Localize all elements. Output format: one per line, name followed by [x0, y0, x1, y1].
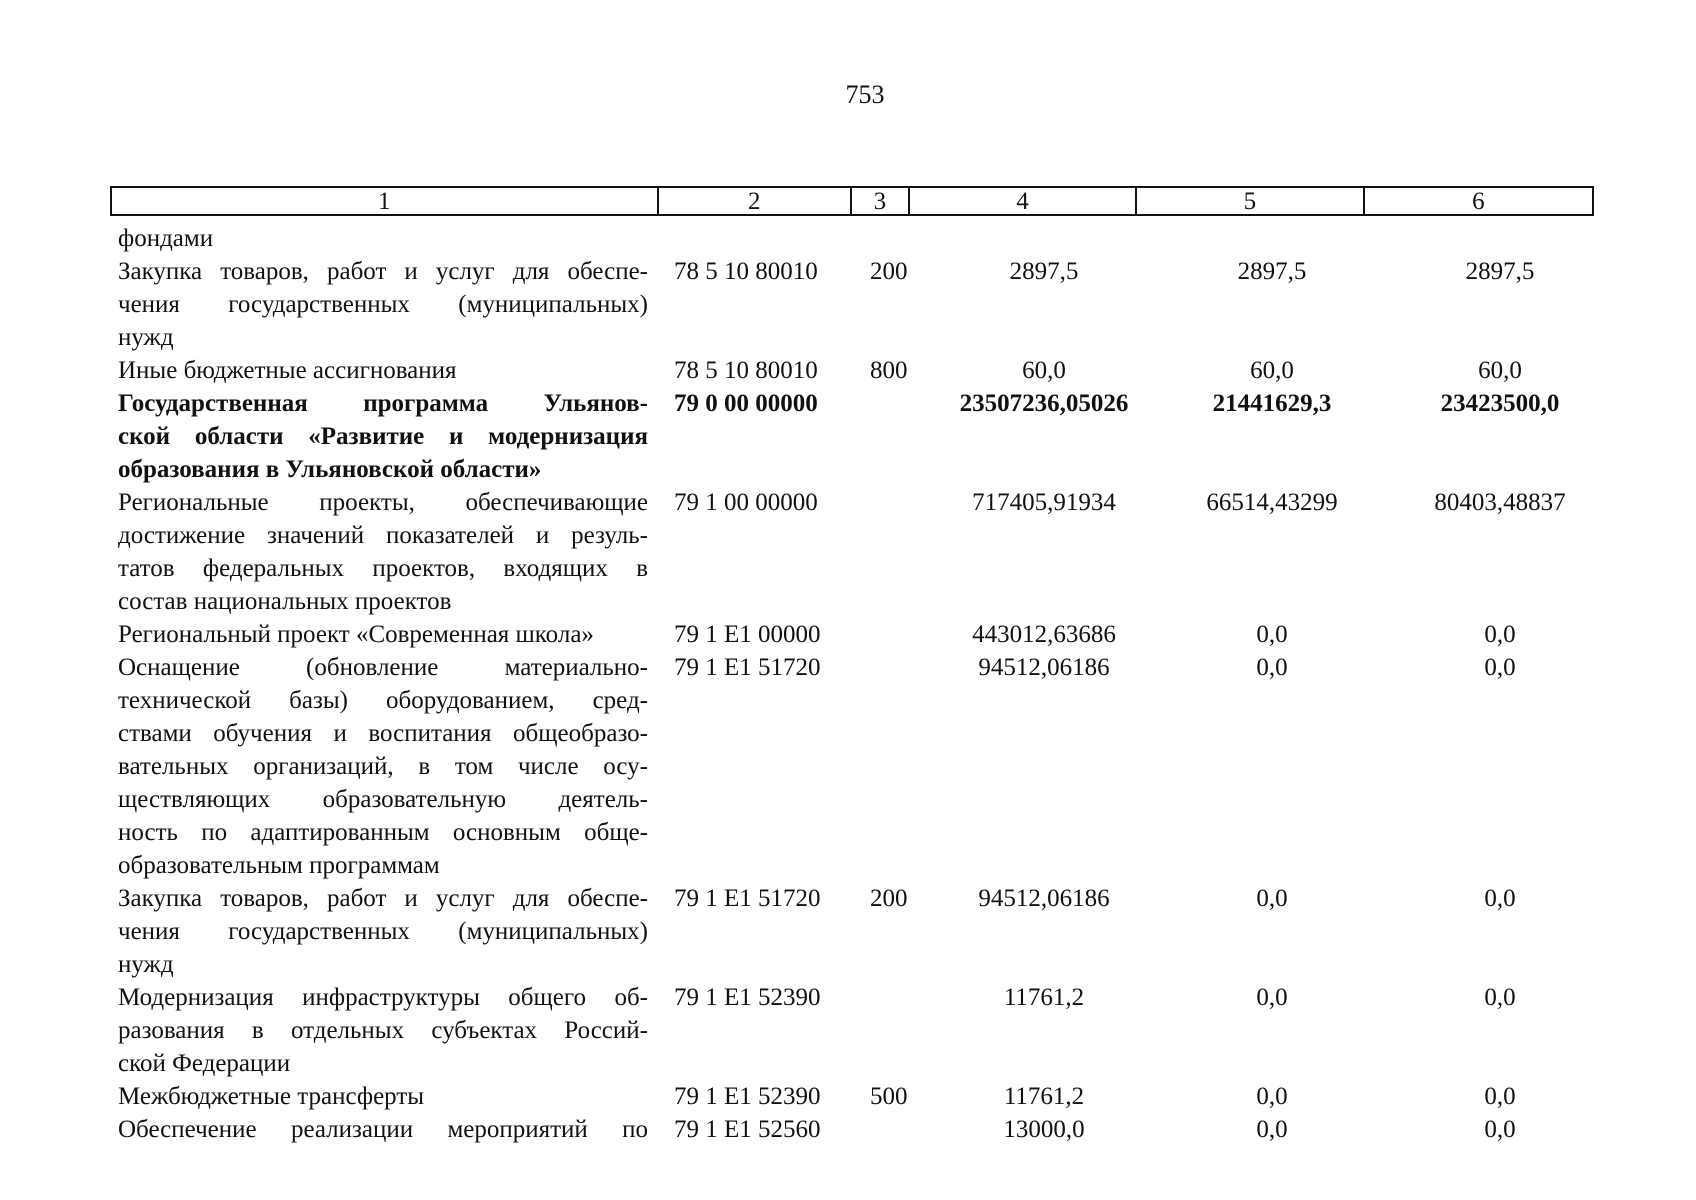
row-code: 78 5 10 80010 [674, 258, 818, 285]
row-value-col6: 2897,5 [1465, 258, 1535, 285]
row-value-col4: 443012,63686 [972, 621, 1116, 648]
row-value-col6: 0,0 [1484, 654, 1516, 681]
row-expense-type: 200 [870, 258, 908, 285]
header-col-6: 6 [1472, 188, 1485, 215]
row-description [118, 651, 648, 882]
description-line: чения государственных (муниципальных) [118, 918, 648, 945]
description-line: технической базы) оборудованием, сред- [118, 687, 648, 714]
header-col-5: 5 [1137, 188, 1364, 214]
description-line: состав национальных проектов [118, 588, 452, 615]
header-col-1: 1 [112, 188, 659, 214]
description-line: чения государственных (муниципальных) [118, 291, 648, 318]
row-description [118, 387, 648, 486]
row-value-col5: 0,0 [1256, 654, 1288, 681]
description-line: ской области «Развитие и модернизация [118, 423, 648, 450]
description-line: Закупка товаров, работ и услуг для обеспе- [118, 258, 648, 285]
table-header [110, 186, 1594, 216]
description-line: нужд [118, 324, 174, 351]
row-value-col6: 0,0 [1484, 984, 1516, 1011]
header-col-3: 3 [852, 188, 910, 214]
row-code: 79 1 E1 52560 [674, 1116, 821, 1143]
row-value-col5: 0,0 [1256, 1116, 1288, 1143]
row-description [118, 222, 648, 255]
description-line: ской Федерации [118, 1050, 291, 1077]
description-line: Оснащение (обновление материально- [118, 654, 648, 681]
row-value-col4: 11761,2 [1003, 984, 1085, 1011]
description-line: ществляющих образовательную деятель- [118, 786, 648, 813]
description-line: Региональные проекты, обеспечивающие [118, 489, 648, 516]
row-code: 79 0 00 00000 [674, 390, 818, 417]
description-line: вательных организаций, в том числе осу- [118, 753, 648, 780]
table-row [118, 387, 1614, 486]
row-code: 79 1 E1 51720 [674, 885, 821, 912]
row-code: 79 1 E1 52390 [674, 1083, 821, 1110]
description-line: ствами обучения и воспитания общеобразо- [118, 720, 648, 747]
description-line: татов федеральных проектов, входящих в [118, 555, 648, 582]
row-description [118, 255, 648, 354]
description-line: образовательным программам [118, 852, 440, 879]
header-col-4: 4 [910, 188, 1137, 214]
description-line: ность по адаптированным основным обще- [118, 819, 648, 846]
row-description [118, 981, 648, 1080]
description-line: достижение значений показателей и резуль- [118, 522, 648, 549]
row-description [118, 354, 648, 387]
row-description [118, 882, 648, 981]
row-value-col4: 94512,06186 [978, 885, 1110, 912]
description-line: Модернизация инфраструктуры общего об- [118, 984, 648, 1011]
description-line: Обеспечение реализации мероприятий по [118, 1116, 648, 1143]
page-number: 753 [845, 80, 885, 109]
row-value-col4: 717405,91934 [972, 489, 1116, 516]
row-value-col6: 0,0 [1484, 885, 1516, 912]
row-expense-type: 200 [870, 885, 908, 912]
row-value-col4: 13000,0 [1003, 1116, 1085, 1143]
table-row [118, 651, 1614, 882]
row-value-col4: 11761,2 [1003, 1083, 1085, 1110]
row-value-col4: 60,0 [1022, 357, 1066, 384]
row-description [118, 1113, 648, 1146]
row-value-col6: 60,0 [1478, 357, 1522, 384]
description-line: нужд [118, 951, 174, 978]
row-value-col5: 0,0 [1256, 885, 1288, 912]
row-description [118, 486, 648, 618]
row-value-col5: 60,0 [1250, 357, 1294, 384]
description-line: разования в отдельных субъектах Россий- [118, 1017, 648, 1044]
description-line: Закупка товаров, работ и услуг для обеспе- [118, 885, 648, 912]
row-value-col4: 94512,06186 [978, 654, 1110, 681]
table-body [118, 222, 1614, 1146]
table-row [118, 618, 1614, 651]
table-row [118, 1080, 1614, 1113]
row-value-col4: 23507236,05026 [959, 390, 1129, 417]
row-value-col6: 23423500,0 [1440, 390, 1560, 417]
description-line: Государственная программа Ульянов- [118, 390, 648, 417]
header-col-2: 2 [659, 188, 852, 214]
description-line: Иные бюджетные ассигнования [118, 357, 457, 384]
table-row [118, 1113, 1614, 1146]
row-description [118, 1080, 648, 1113]
table-row [118, 222, 1614, 255]
row-code: 79 1 00 00000 [674, 489, 818, 516]
row-code: 79 1 E1 51720 [674, 654, 821, 681]
description-line: Межбюджетные трансферты [118, 1083, 425, 1110]
row-value-col5: 0,0 [1256, 1083, 1288, 1110]
description-line: фондами [118, 225, 214, 252]
description-line: Региональный проект «Современная школа» [118, 621, 594, 648]
table-row [118, 255, 1614, 354]
row-value-col5: 0,0 [1256, 621, 1288, 648]
row-value-col5: 21441629,3 [1212, 390, 1332, 417]
row-value-col6: 0,0 [1484, 621, 1516, 648]
row-expense-type: 800 [870, 357, 908, 384]
row-value-col5: 0,0 [1256, 984, 1288, 1011]
row-code: 79 1 E1 00000 [674, 621, 821, 648]
row-code: 79 1 E1 52390 [674, 984, 821, 1011]
row-value-col6: 80403,48837 [1434, 489, 1566, 516]
row-value-col4: 2897,5 [1009, 258, 1079, 285]
row-value-col5: 2897,5 [1237, 258, 1307, 285]
table-row [118, 354, 1614, 387]
row-description [118, 618, 648, 651]
row-value-col5: 66514,43299 [1206, 489, 1338, 516]
table-row [118, 981, 1614, 1080]
table-row [118, 882, 1614, 981]
row-expense-type: 500 [870, 1083, 908, 1110]
table-row [118, 486, 1614, 618]
row-value-col6: 0,0 [1484, 1083, 1516, 1110]
row-code: 78 5 10 80010 [674, 357, 818, 384]
row-value-col6: 0,0 [1484, 1116, 1516, 1143]
description-line: образования в Ульяновской области» [118, 456, 542, 483]
